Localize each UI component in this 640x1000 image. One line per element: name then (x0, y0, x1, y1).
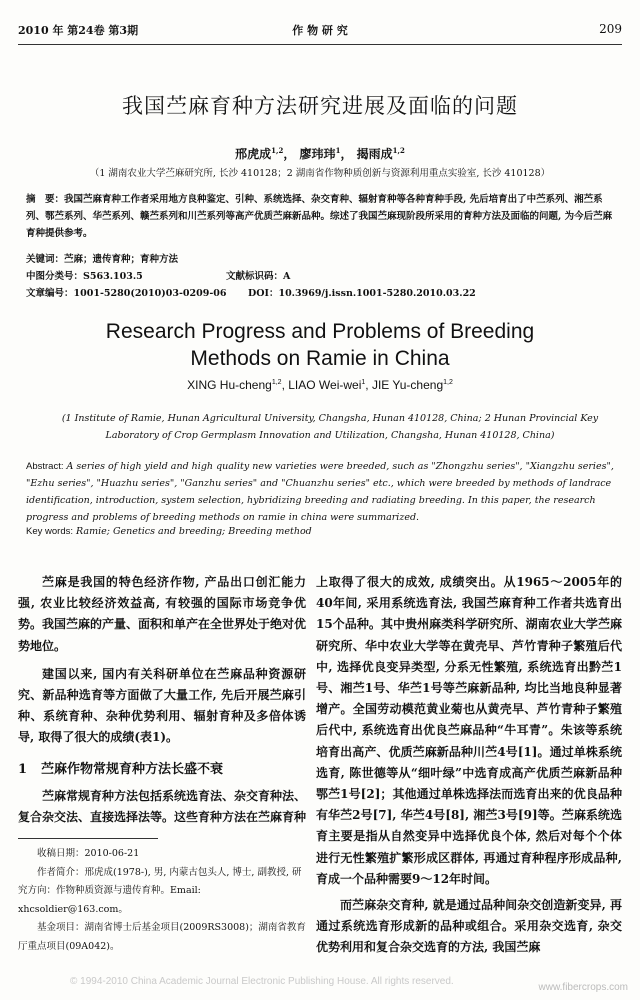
english-title (0, 318, 640, 372)
chinese-keywords: 关键词：苎麻；遗传育种；育种方法 (26, 254, 179, 265)
english-authors: XING Hu-cheng$^{1,2}$, LIAO Wei-wei$^1$, JIE Yu-cheng$^{1,2}$ (187, 378, 453, 392)
author-1-sup: 1,2 (271, 146, 284, 155)
author-bio: 作者简介：邢虎成(1978-), 男, 内蒙古包头人, 博士, 副教授, 研究方向：作物种质资源与遗传育种。Email: xhcsoldier@163.com。 (18, 866, 302, 915)
classification-line (26, 268, 291, 282)
received-date: 收稿日期：2010-06-21 (37, 848, 140, 859)
site-watermark: www.fibercrops.com (538, 982, 628, 993)
en-author-1-sup: 1,2 (271, 379, 282, 386)
en-author-3: JIE Yu-cheng (371, 378, 444, 392)
section-1-paragraph: 苎麻常规育种方法包括系统选育法、杂交育种法、复合杂交法、直接选择法等。这些育种方法在苎麻育种 (18, 788, 307, 825)
document-code: 文献标识码：A (226, 271, 291, 282)
chinese-abstract: 摘 要：我国苎麻育种工作者采用地方良种鉴定、引种、系统选择、杂交育种、辐射育种等各种育种手段, 先后培育出了中苎系列、湘苎系列、鄂苎系列、华苎系列、赣苎系列和川苎系列等高产优质苎麻新品种。综述了我国苎麻现阶段所采用的育种方法及面临的问题, 为今后苎麻育种提供参考。 (26, 194, 613, 239)
article-number: 文章编号：1001-5280(2010)03-0209-06 (26, 288, 227, 299)
article-number-line (26, 285, 476, 299)
footnote-rule (18, 838, 158, 839)
chinese-affiliation: （1 湖南农业大学苎麻研究所, 长沙 410128；2 湖南省作物种质创新与资源利用重点实验室, 长沙 410128） (89, 168, 551, 179)
journal-name: 作 物 研 究 (292, 24, 348, 37)
english-affiliation: (1 Institute of Ramie, Hunan Agricultural University, Changsha, Hunan 410128, China; 2 Hunan Provincial Key Laboratory of Crop Germplasm Innovation and Utilization, Changsha, Hunan 410128, China) (61, 413, 599, 441)
english-abstract (26, 458, 614, 526)
author-3: 揭雨成 (356, 147, 393, 161)
right-paragraph-2: 而苎麻杂交育种, 就是通过品种间杂交创造新变异, 再通过系统选育形成新的品种或组合。采用杂交选育, 杂交优势利用和复合杂交选育的方法, 我国苎麻 (316, 898, 622, 955)
english-keywords (26, 526, 312, 537)
english-title-line-1: Research Progress and Problems of Breeding (105, 320, 535, 343)
right-paragraph-1: 上取得了很大的成效, 成绩突出。从1965～2005年的40年间, 采用系统选育法, 我国苎麻育种工作者共选育出15个品种。其中贵州麻类科学研究所、湖南农业大学苎麻研究所、华中农业大学等在黄壳早、芦竹青种子繁殖后代中, 选择优良变异类型, 分系无性繁殖, 系统选育出黔苎1号、湘苎1号、华苎1号等苎麻新品种, 均比当地良种显著增产。全国劳动模范黄业菊也从黄壳早、芦竹青种子繁殖后代中, 系统选育出优良苎麻品种“牛耳青”。朱该等系统培育出高产、优质苎麻新品种川苎4号[1]。通过单株系统选育, 陈世德等从“细叶绿”中选育成高产优质苎麻新品种鄂苎1号[2]；其他通过单株选择法而选育出来的优良品种有华苎2号[7], 华苎4号[8], 湘苎3号[9]等。苎麻系统选育主要是指从自然变异中选择优良个体, 然后对每个个体进行无性繁殖扩繁形成区群体, 再通过育种程序形成品种, 育成一个品种需要9～12年时间。 (316, 575, 622, 886)
author-1: 邢虎成 (235, 147, 272, 161)
author-2-sup: 1 (335, 146, 341, 155)
english-title-line-2: Methods on Ramie in China (190, 347, 450, 370)
right-column (316, 572, 622, 959)
section-1-title: 苎麻作物常规育种方法长盛不衰 (41, 761, 224, 777)
chinese-title: 我国苎麻育种方法研究进展及面临的问题 (122, 94, 518, 118)
abstract-text: A series of high yield and high quality new varieties were breeded, such as "Zhongzhu series", "Xiangzhu series", "Ezhu series", "Huazhu series", "Ganzhu series" and "Chuanzhu series" etc., which were breeded by methods of landrace identification, introduction, system selection, hybridizing breeding and radiating breeding. In this paper, the research progress and problems of breeding methods on ramie in china were summarized. (26, 461, 614, 523)
author-2: 廖玮玮 (299, 147, 336, 161)
clc-number: 中图分类号：S563.103.5 (26, 271, 143, 282)
journal-issue: 2010 年 第24卷 第3期 (18, 24, 139, 37)
en-author-3-sup: 1,2 (443, 379, 453, 386)
chinese-authors: 邢虎成$^{1,2}$， 廖玮玮$^1$， 揭雨成$^{1,2}$ (235, 146, 405, 161)
header-rule (18, 44, 622, 45)
running-header (18, 22, 622, 40)
footnotes (18, 845, 306, 956)
intro-paragraph-2: 建国以来, 国内有关科研单位在苎麻品种资源研究、新品种选育等方面做了大量工作, 先后开展苎麻引种、系统育种、杂种优势利用、辐射育种及多倍体诱导, 取得了很大的成绩(表1)。 (18, 666, 306, 745)
left-column (18, 572, 306, 828)
section-1-heading (18, 759, 306, 780)
en-author-2: LIAO Wei-wei (288, 378, 362, 392)
abstract-label: Abstract: (26, 461, 64, 472)
author-3-sup: 1,2 (392, 146, 405, 155)
page-number: 209 (599, 22, 622, 36)
section-1-number: 1 (18, 761, 28, 777)
intro-paragraph-1: 苎麻是我国的特色经济作物, 产品出口创汇能力强, 农业比较经济效益高, 有较强的国际市场竞争优势。我国苎麻的产量、面积和单产在全世界处于绝对优势地位。 (18, 575, 307, 653)
en-author-2-sup: 1 (361, 379, 366, 386)
en-author-1: XING Hu-cheng (187, 378, 272, 392)
funding-info: 基金项目：湖南省博士后基金项目(2009RS3008)；湖南省教育厅重点项目(09A042)。 (18, 922, 306, 952)
copyright-footer: © 1994-2010 China Academic Journal Electronic Publishing House. All rights reserved. (70, 976, 454, 987)
doi: DOI：10.3969/j.issn.1001-5280.2010.03.22 (248, 288, 476, 299)
keywords-label: Key words: (26, 526, 73, 537)
keywords-text: Ramie; Genetics and breeding; Breeding method (76, 526, 312, 537)
